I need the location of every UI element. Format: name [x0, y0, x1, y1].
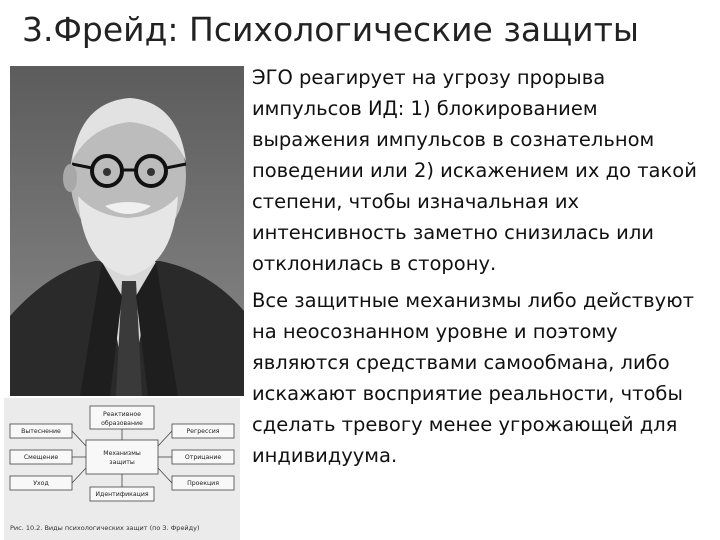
- portrait-photo: [10, 66, 244, 396]
- diagram-left-label-1: Вытеснение: [21, 428, 61, 435]
- defense-mechanisms-diagram: [4, 398, 240, 540]
- diagram-caption: Рис. 10.2. Виды психологических защит (по З. Фрейду): [10, 524, 200, 532]
- paragraph-1: ЭГО реагирует на угрозу прорыва импульсов ИД: 1) блокированием выражения импульсов в сознательном поведении или 2) искажением их до такой степени, чтобы изначальная их интенсивность заметно снизилась или отклонилась в сторону.: [252, 66, 697, 275]
- diagram-left-label-3: Уход: [33, 480, 49, 487]
- slide-title: 3.Фрейд: Психологические защиты: [22, 10, 639, 49]
- diagram-right-label-2: Отрицание: [184, 454, 222, 461]
- diagram-right-label-3: Проекция: [187, 480, 219, 487]
- diagram-right-label-1: Регрессия: [186, 428, 220, 435]
- diagram-node-center: [86, 440, 158, 474]
- diagram-center-line-1: Механизмы: [103, 450, 141, 457]
- diagram-bottom-label: Идентификация: [95, 491, 149, 498]
- paragraph-2: Все защитные механизмы либо действуют на неосознанном уровне и поэтому являются средствами самообмана, либо искажают восприятие реальности, чтобы сделать тревогу менее угрожающей для индивидуума.: [252, 289, 694, 467]
- diagram-top-line-2: образование: [101, 420, 143, 427]
- slide-body: [252, 62, 714, 477]
- diagram-center-line-2: защиты: [109, 459, 135, 466]
- diagram-left-label-2: Смещение: [23, 454, 59, 461]
- diagram-top-line-1: Реактивное: [103, 411, 141, 418]
